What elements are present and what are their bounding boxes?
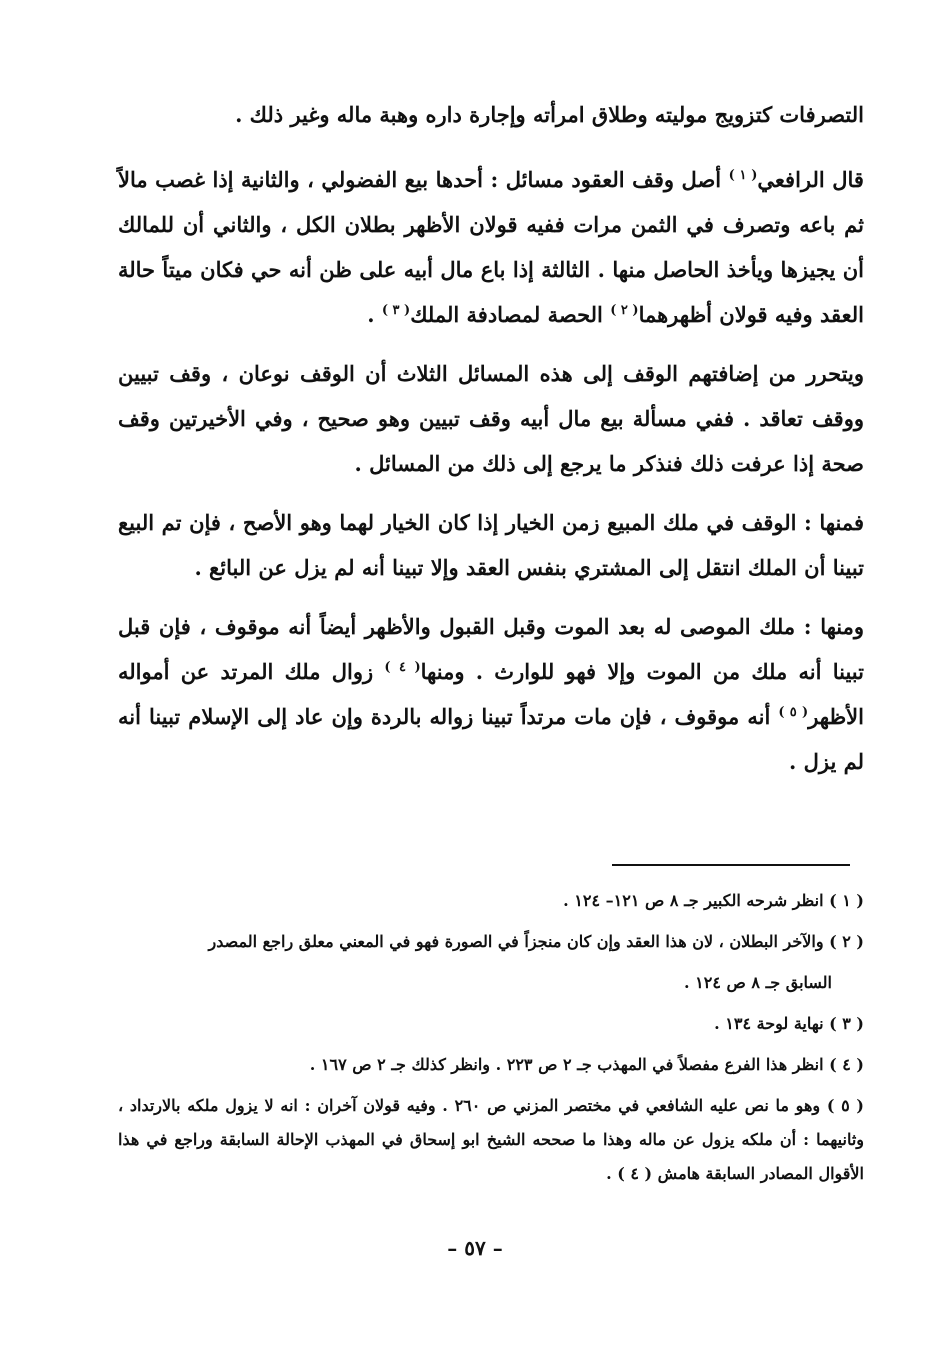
footnote-2-continuation: السابق جـ ٨ ص ١٢٤ . <box>684 973 832 992</box>
footnote-ref-4[interactable]: ( ٤ ) <box>384 660 421 675</box>
paragraph-4-text-c: أنه موقوف ، فإن مات مرتداً تبينا زواله بالردة وإن عاد إلى الإسلام تبينا أنه لم يزل . <box>118 704 864 774</box>
page-number: – ٥٧ – <box>447 1236 503 1260</box>
paragraph-4-text-b: زوال ملك المرتد عن أمواله الأظهر <box>118 659 864 729</box>
footnote-5: ( ٥ ) وهو ما نص عليه الشافعي في مختصر المزني ص ٢٦٠ . وفيه قولان آخران : انه لا يزول ملكه بالارتداد ، وثانيهما : أن ملكه يزول عن ماله وهذا ما صححه الشيخ ابو إسحاق في المهذب الإحالة السابقة وراجع في هذا الأقوال المصادر السابقة هامش ( ٤ ) . <box>118 1096 865 1183</box>
paragraph-1-text-a: قال الرافعي <box>757 167 864 192</box>
paragraph-1-text-c: الحصة لمصادفة الملك <box>410 302 611 327</box>
footnote-4: ( ٤ ) انظر هذا الفرع مفصلاً في المهذب جـ ٢ ص ٢٢٣ . وانظر كذلك جـ ٢ ص ١٦٧ . <box>309 1055 864 1074</box>
paragraph-0: التصرفات كتزويج موليته وطلاق امرأته وإجارة داره وهبة ماله وغير ذلك . <box>235 102 864 127</box>
paragraph-4-text-a: ومنها : ملك الموصى له بعد الموت وقبل القبول والأظهر أيضاً أنه موقوف ، فإن قبل تبينا أنه ملك من الموت وإلا فهو للوارث . ومنها <box>118 614 864 684</box>
footnote-ref-3[interactable]: ( ٣ ) <box>381 303 411 318</box>
main-text <box>118 92 864 784</box>
footnote-ref-5[interactable]: ( ٥ ) <box>778 705 809 720</box>
paragraph-2: ويتحرر من إضافتهم الوقف إلى هذه المسائل الثلاث أن الوقف نوعان ، وقف تبيين ووقف تعاقد . ففي مسألة بيع مال أبيه وقف تبيين وهو صحيح ، وفي الأخيرتين وقف صحة إذا عرفت ذلك فنذكر ما يرجع إلى ذلك من المسائل . <box>118 361 864 476</box>
footnote-separator <box>612 864 850 866</box>
paragraph-4 <box>118 604 864 784</box>
footnote-ref-2[interactable]: ( ٢ ) <box>610 303 639 318</box>
footnotes-section <box>118 884 864 1198</box>
footnote-ref-1[interactable]: ( ١ ) <box>728 168 758 183</box>
paragraph-1-text-d: . <box>367 302 382 327</box>
paragraph-1 <box>118 157 864 337</box>
footnote-2-text: ( ٢ ) والآخر البطلان ، لان هذا العقد وإن كان منجزاً في الصورة فهو في المعني معلق راجع المصدر <box>208 932 864 951</box>
paragraph-3: فمنها : الوقف في ملك المبيع زمن الخيار إذا كان الخيار لهما وهو الأصح ، فإن تم البيع تبينا أن الملك انتقل إلى المشتري بنفس العقد وإلا تبينا أنه لم يزل عن البائع . <box>118 510 864 580</box>
paragraph-1-text-b: أصل وقف العقود مسائل : أحدها بيع الفضولي ، والثانية إذا غصب مالاً ثم باعه وتصرف في الثمن مرات ففيه قولان الأظهر بطلان الكل ، والثاني أن للمالك أن يجيزها ويأخذ الحاصل منها . الثالثة إذا باع مال أبيه على ظن أنه حي فكان ميتاً حالة العقد وفيه قولان أظهرهما <box>118 167 864 327</box>
footnote-1: ( ١ ) انظر شرحه الكبير جـ ٨ ص ١٢١– ١٢٤ . <box>563 891 864 910</box>
footnote-2 <box>118 925 864 959</box>
footnote-3: ( ٣ ) نهاية لوحة ١٣٤ . <box>714 1014 864 1033</box>
